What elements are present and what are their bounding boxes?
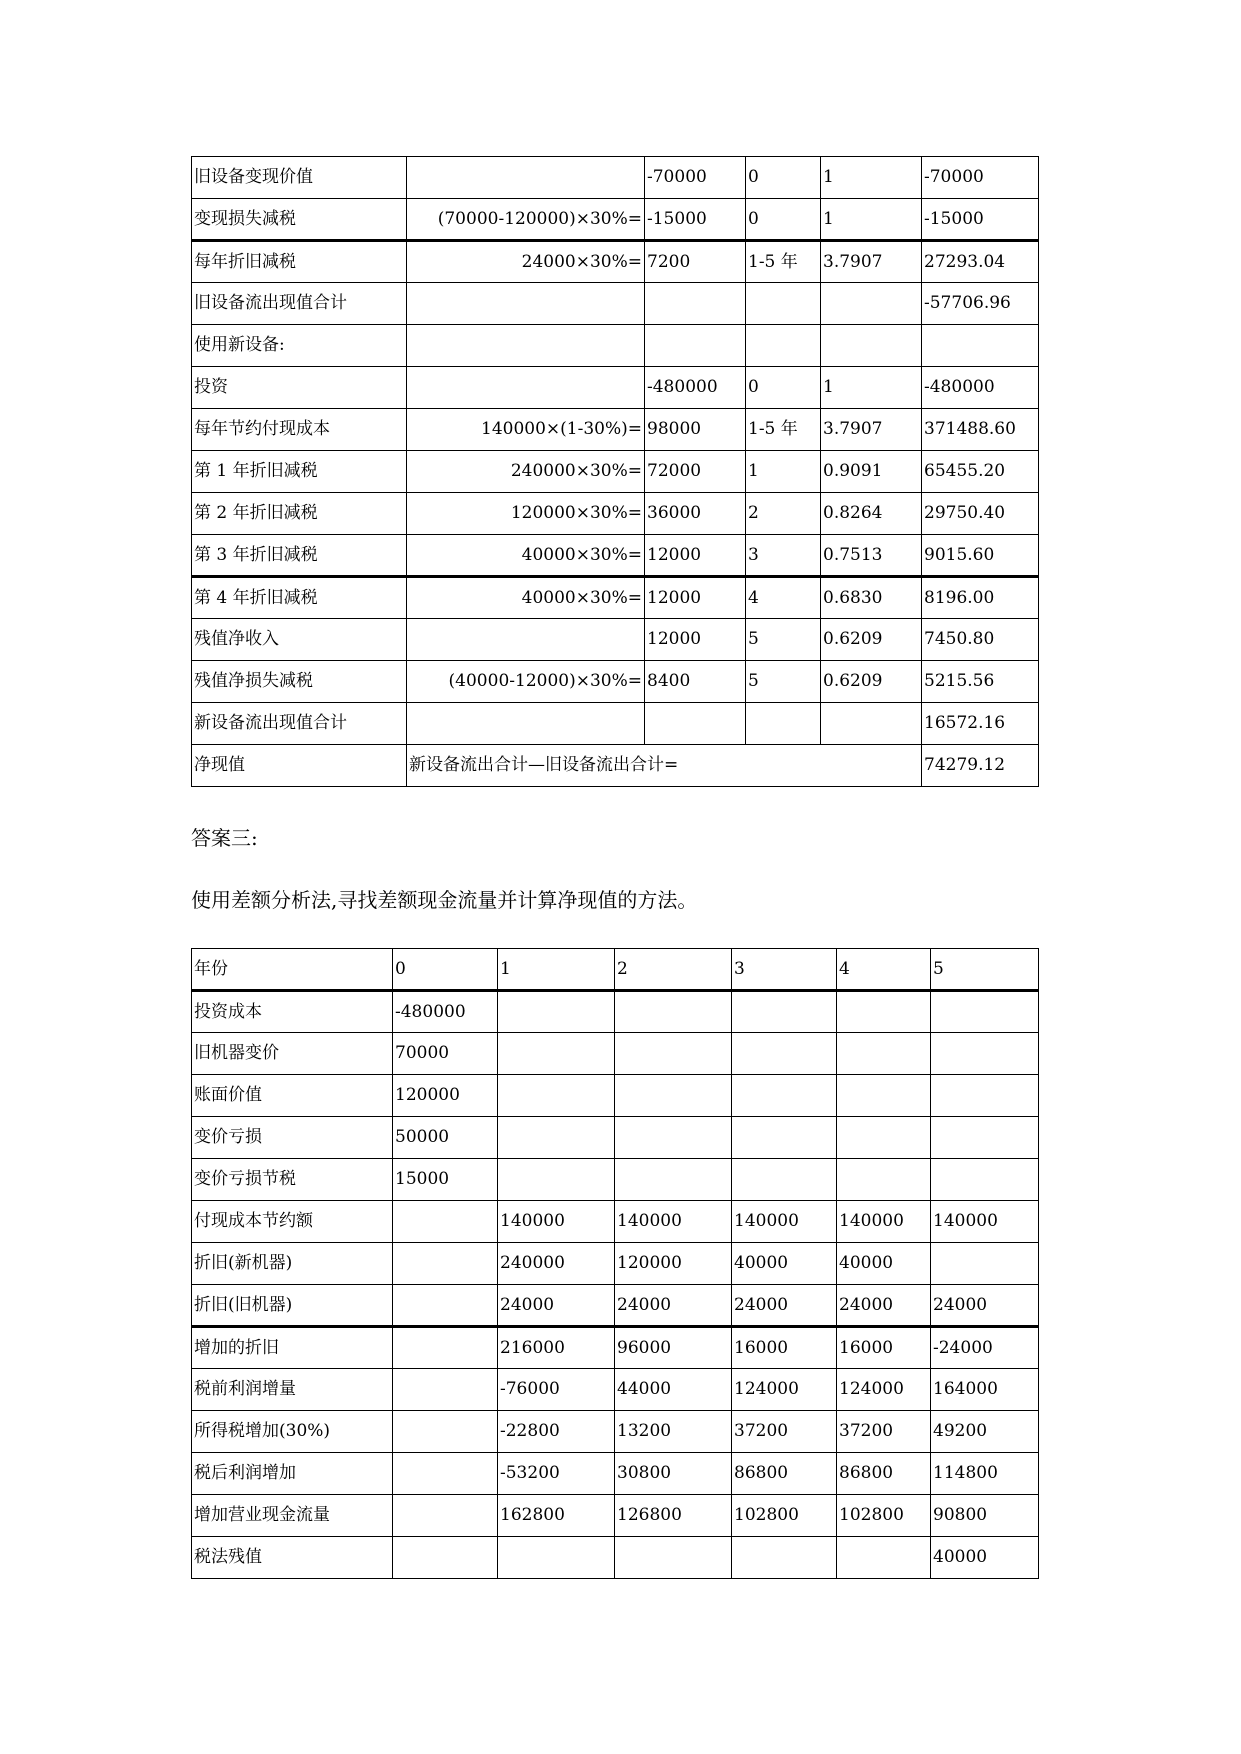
cell-formula: 240000×30%=	[407, 451, 645, 493]
table-cell: 240000	[498, 1243, 615, 1285]
cell-factor: 3.7907	[821, 241, 922, 283]
row-label: 旧机器变价	[192, 1033, 393, 1075]
npv-table-old-vs-new	[191, 156, 1039, 787]
table-row	[192, 535, 1039, 577]
cell-amount	[645, 703, 746, 745]
table-cell	[393, 1369, 498, 1411]
column-header: 5	[931, 949, 1039, 991]
table-cell	[837, 1033, 931, 1075]
answer-three-description: 使用差额分析法,寻找差额现金流量并计算净现值的方法。	[191, 888, 698, 912]
cell-item: 每年节约付现成本	[192, 409, 407, 451]
table-row	[192, 1159, 1039, 1201]
table-cell	[931, 1117, 1039, 1159]
table-cell	[732, 1159, 837, 1201]
table-cell: 49200	[931, 1411, 1039, 1453]
table-cell: 126800	[615, 1495, 732, 1537]
table-cell: 13200	[615, 1411, 732, 1453]
cell-period: 5	[746, 661, 821, 703]
cell-item: 第 3 年折旧减税	[192, 535, 407, 577]
cell-item: 残值净收入	[192, 619, 407, 661]
table-row	[192, 1033, 1039, 1075]
table-cell: 124000	[732, 1369, 837, 1411]
cell-amount: 7200	[645, 241, 746, 283]
table-cell	[615, 1033, 732, 1075]
table-cell: 40000	[931, 1537, 1039, 1579]
row-label: 付现成本节约额	[192, 1201, 393, 1243]
table-row	[192, 1369, 1039, 1411]
table-cell	[837, 1117, 931, 1159]
row-label: 税法残值	[192, 1537, 393, 1579]
row-label: 变价亏损	[192, 1117, 393, 1159]
cell-period	[746, 325, 821, 367]
table-row	[192, 283, 1039, 325]
table-cell	[393, 1537, 498, 1579]
row-label: 税前利润增量	[192, 1369, 393, 1411]
table-cell: 30800	[615, 1453, 732, 1495]
cell-factor: 0.8264	[821, 493, 922, 535]
row-label: 折旧(新机器)	[192, 1243, 393, 1285]
cell-period: 3	[746, 535, 821, 577]
cell-item: 新设备流出现值合计	[192, 703, 407, 745]
table-cell	[615, 1075, 732, 1117]
table-cell: 140000	[732, 1201, 837, 1243]
cell-pv: 29750.40	[922, 493, 1039, 535]
table-cell: 96000	[615, 1327, 732, 1369]
table-cell	[393, 1453, 498, 1495]
cell-formula	[407, 703, 645, 745]
npv-formula-text: 新设备流出合计—旧设备流出合计=	[407, 745, 922, 787]
table-cell: 24000	[498, 1285, 615, 1327]
row-label: 增加营业现金流量	[192, 1495, 393, 1537]
cell-amount: 36000	[645, 493, 746, 535]
header-row	[192, 949, 1039, 991]
table-cell	[732, 991, 837, 1033]
table-row	[192, 1537, 1039, 1579]
npv-table-body	[192, 157, 1039, 787]
table-cell	[837, 1159, 931, 1201]
table-cell: 102800	[732, 1495, 837, 1537]
cell-pv: -480000	[922, 367, 1039, 409]
npv-row	[192, 745, 1039, 787]
table-cell: 40000	[732, 1243, 837, 1285]
table-cell	[393, 1411, 498, 1453]
table-cell	[615, 1117, 732, 1159]
table-row	[192, 577, 1039, 619]
table-cell: -480000	[393, 991, 498, 1033]
cell-formula	[407, 157, 645, 199]
row-label: 税后利润增加	[192, 1453, 393, 1495]
table-cell: 120000	[393, 1075, 498, 1117]
cell-amount: 12000	[645, 535, 746, 577]
cell-pv: 371488.60	[922, 409, 1039, 451]
cell-pv: 16572.16	[922, 703, 1039, 745]
cell-amount: -15000	[645, 199, 746, 241]
cell-factor	[821, 283, 922, 325]
table-cell	[393, 1201, 498, 1243]
table-row	[192, 1495, 1039, 1537]
row-label: 所得税增加(30%)	[192, 1411, 393, 1453]
cell-factor	[821, 325, 922, 367]
cell-factor	[821, 703, 922, 745]
column-header: 0	[393, 949, 498, 991]
table-cell	[498, 1537, 615, 1579]
table-cell	[732, 1075, 837, 1117]
table-cell: 44000	[615, 1369, 732, 1411]
row-label: 账面价值	[192, 1075, 393, 1117]
cell-formula: (70000-120000)×30%=	[407, 199, 645, 241]
table-cell	[931, 1033, 1039, 1075]
cell-item: 残值净损失减税	[192, 661, 407, 703]
row-label: 折旧(旧机器)	[192, 1285, 393, 1327]
cell-factor: 0.6830	[821, 577, 922, 619]
cell-factor: 0.9091	[821, 451, 922, 493]
cell-amount: 12000	[645, 577, 746, 619]
table-cell	[931, 1243, 1039, 1285]
cell-item: 第 2 年折旧减税	[192, 493, 407, 535]
table-cell	[931, 991, 1039, 1033]
cell-pv: -70000	[922, 157, 1039, 199]
table-cell	[498, 991, 615, 1033]
cell-factor: 3.7907	[821, 409, 922, 451]
column-header: 3	[732, 949, 837, 991]
table-row	[192, 1201, 1039, 1243]
table-cell	[615, 1537, 732, 1579]
table-row	[192, 991, 1039, 1033]
cell-pv: 8196.00	[922, 577, 1039, 619]
cell-formula	[407, 283, 645, 325]
table-cell: 37200	[732, 1411, 837, 1453]
cell-formula	[407, 367, 645, 409]
cell-factor: 0.7513	[821, 535, 922, 577]
table-cell: 24000	[931, 1285, 1039, 1327]
cell-formula	[407, 325, 645, 367]
table-cell	[837, 991, 931, 1033]
cell-formula: 40000×30%=	[407, 535, 645, 577]
table-cell: 24000	[615, 1285, 732, 1327]
table-cell	[498, 1033, 615, 1075]
table-cell: 15000	[393, 1159, 498, 1201]
cell-period: 4	[746, 577, 821, 619]
incremental-cashflow-table	[191, 948, 1039, 1579]
table-cell: 102800	[837, 1495, 931, 1537]
row-label: 投资成本	[192, 991, 393, 1033]
table-cell: 86800	[837, 1453, 931, 1495]
table-row	[192, 1117, 1039, 1159]
table-cell: -24000	[931, 1327, 1039, 1369]
cell-formula: 120000×30%=	[407, 493, 645, 535]
cell-formula	[407, 619, 645, 661]
table-cell	[837, 1075, 931, 1117]
cell-period: 1-5 年	[746, 409, 821, 451]
table-row	[192, 619, 1039, 661]
table-cell: 140000	[837, 1201, 931, 1243]
cell-period: 5	[746, 619, 821, 661]
cell-amount	[645, 283, 746, 325]
cell-item: 使用新设备:	[192, 325, 407, 367]
cell-amount: 98000	[645, 409, 746, 451]
cell-item: 变现损失减税	[192, 199, 407, 241]
cell-period: 0	[746, 157, 821, 199]
table-cell	[732, 1117, 837, 1159]
table-cell	[732, 1537, 837, 1579]
table-cell: 50000	[393, 1117, 498, 1159]
cell-item: 投资	[192, 367, 407, 409]
cell-period: 0	[746, 367, 821, 409]
table-cell	[931, 1075, 1039, 1117]
row-label: 增加的折旧	[192, 1327, 393, 1369]
table-cell	[615, 1159, 732, 1201]
cell-pv: 65455.20	[922, 451, 1039, 493]
npv-value: 74279.12	[922, 745, 1039, 787]
incremental-cashflow-table-body	[192, 949, 1039, 1579]
cell-period: 0	[746, 199, 821, 241]
table-row	[192, 1285, 1039, 1327]
table-row	[192, 703, 1039, 745]
table-cell	[837, 1537, 931, 1579]
cell-item: 每年折旧减税	[192, 241, 407, 283]
table-cell: 24000	[837, 1285, 931, 1327]
cell-factor: 0.6209	[821, 661, 922, 703]
table-row	[192, 1453, 1039, 1495]
table-cell	[498, 1075, 615, 1117]
cell-pv: -15000	[922, 199, 1039, 241]
cell-amount: 8400	[645, 661, 746, 703]
cell-amount: -70000	[645, 157, 746, 199]
cell-period	[746, 283, 821, 325]
table-cell	[393, 1327, 498, 1369]
cell-amount: 72000	[645, 451, 746, 493]
table-row	[192, 1075, 1039, 1117]
table-row	[192, 661, 1039, 703]
cell-period: 2	[746, 493, 821, 535]
cell-period: 1	[746, 451, 821, 493]
cell-amount: -480000	[645, 367, 746, 409]
table-cell	[393, 1285, 498, 1327]
table-row	[192, 157, 1039, 199]
table-row	[192, 199, 1039, 241]
cell-pv: 9015.60	[922, 535, 1039, 577]
cell-period	[746, 703, 821, 745]
table-cell: 24000	[732, 1285, 837, 1327]
cell-factor: 1	[821, 157, 922, 199]
cell-item: 第 4 年折旧减税	[192, 577, 407, 619]
table-cell	[931, 1159, 1039, 1201]
column-header: 2	[615, 949, 732, 991]
table-row	[192, 325, 1039, 367]
cell-formula: (40000-12000)×30%=	[407, 661, 645, 703]
table-row	[192, 451, 1039, 493]
table-cell: 114800	[931, 1453, 1039, 1495]
cell-item: 旧设备变现价值	[192, 157, 407, 199]
cell-pv: 7450.80	[922, 619, 1039, 661]
table-cell: 86800	[732, 1453, 837, 1495]
table-cell: 216000	[498, 1327, 615, 1369]
cell-period: 1-5 年	[746, 241, 821, 283]
table-cell	[615, 991, 732, 1033]
table-cell: 140000	[498, 1201, 615, 1243]
cell-amount: 12000	[645, 619, 746, 661]
table-cell: 140000	[931, 1201, 1039, 1243]
table-cell	[393, 1495, 498, 1537]
cell-formula: 140000×(1-30%)=	[407, 409, 645, 451]
table-cell: 16000	[837, 1327, 931, 1369]
column-header: 4	[837, 949, 931, 991]
table-cell: -22800	[498, 1411, 615, 1453]
cell-item: 旧设备流出现值合计	[192, 283, 407, 325]
table-cell	[498, 1117, 615, 1159]
table-row	[192, 409, 1039, 451]
table-cell	[498, 1159, 615, 1201]
table-row	[192, 1411, 1039, 1453]
cell-item: 第 1 年折旧减税	[192, 451, 407, 493]
cell-pv	[922, 325, 1039, 367]
table-cell: 140000	[615, 1201, 732, 1243]
table-row	[192, 1327, 1039, 1369]
table-cell: 40000	[837, 1243, 931, 1285]
table-cell: 120000	[615, 1243, 732, 1285]
column-header: 1	[498, 949, 615, 991]
row-label: 变价亏损节税	[192, 1159, 393, 1201]
cell-factor: 0.6209	[821, 619, 922, 661]
table-cell: 162800	[498, 1495, 615, 1537]
cell-factor: 1	[821, 199, 922, 241]
column-header: 年份	[192, 949, 393, 991]
table-row	[192, 367, 1039, 409]
table-cell: 90800	[931, 1495, 1039, 1537]
table-row	[192, 1243, 1039, 1285]
cell-pv: -57706.96	[922, 283, 1039, 325]
cell-factor: 1	[821, 367, 922, 409]
npv-label: 净现值	[192, 745, 407, 787]
answer-three-heading: 答案三:	[191, 826, 258, 850]
cell-amount	[645, 325, 746, 367]
cell-pv: 5215.56	[922, 661, 1039, 703]
cell-pv: 27293.04	[922, 241, 1039, 283]
table-cell: -53200	[498, 1453, 615, 1495]
table-cell: 16000	[732, 1327, 837, 1369]
table-cell: 70000	[393, 1033, 498, 1075]
cell-formula: 40000×30%=	[407, 577, 645, 619]
table-cell	[732, 1033, 837, 1075]
table-cell: -76000	[498, 1369, 615, 1411]
table-row	[192, 493, 1039, 535]
table-cell: 37200	[837, 1411, 931, 1453]
table-cell	[393, 1243, 498, 1285]
table-cell: 124000	[837, 1369, 931, 1411]
cell-formula: 24000×30%=	[407, 241, 645, 283]
table-cell: 164000	[931, 1369, 1039, 1411]
table-row	[192, 241, 1039, 283]
